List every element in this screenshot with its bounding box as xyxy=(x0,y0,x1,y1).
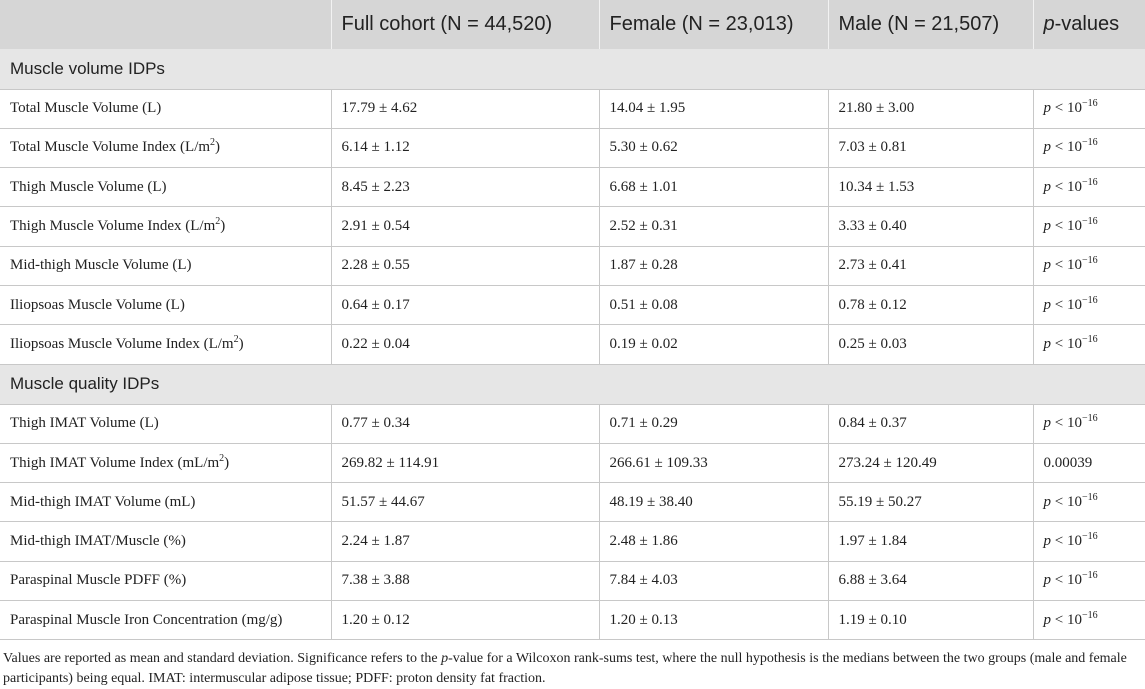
male-value: 1.19 ± 0.10 xyxy=(828,601,1033,640)
table-row xyxy=(0,443,1145,482)
row-label: Thigh IMAT Volume Index $(mL/m^2)$ xyxy=(0,443,331,482)
full-cohort-value: 0.77 ± 0.34 xyxy=(331,404,599,443)
male-value: 3.33 ± 0.40 xyxy=(828,207,1033,246)
header-male: Male (N = 21,507) xyxy=(828,0,1033,49)
p-value: $p < 10^{-16}$ xyxy=(1033,561,1145,600)
p-value: $p < 10^{-16}$ xyxy=(1033,285,1145,324)
full-cohort-value: 0.22 ± 0.04 xyxy=(331,325,599,364)
p-value: $p < 10^{-16}$ xyxy=(1033,522,1145,561)
table-body xyxy=(0,49,1145,640)
male-value: 1.97 ± 1.84 xyxy=(828,522,1033,561)
female-value: 1.87 ± 0.28 xyxy=(599,246,828,285)
table-row xyxy=(0,168,1145,207)
header-p-values: p-values xyxy=(1033,0,1145,49)
full-cohort-value: 269.82 ± 114.91 xyxy=(331,443,599,482)
p-value: $p < 10^{-16}$ xyxy=(1033,246,1145,285)
female-value: 266.61 ± 109.33 xyxy=(599,443,828,482)
table-row xyxy=(0,561,1145,600)
male-value: 0.84 ± 0.37 xyxy=(828,404,1033,443)
full-cohort-value: 8.45 ± 2.23 xyxy=(331,168,599,207)
female-value: 5.30 ± 0.62 xyxy=(599,128,828,167)
full-cohort-value: 7.38 ± 3.88 xyxy=(331,561,599,600)
full-cohort-value: 2.28 ± 0.55 xyxy=(331,246,599,285)
row-label: Total Muscle Volume (L) xyxy=(0,89,331,128)
section-header-row xyxy=(0,364,1145,404)
p-value: $p < 10^{-16}$ xyxy=(1033,325,1145,364)
table-row xyxy=(0,483,1145,522)
table-row xyxy=(0,404,1145,443)
table-footnote: Values are reported as mean and standard deviation. Significance refers to the p-value for a Wilcoxon rank-sums test, where the null hypothesis is the medians between the two groups (male and female participants) being equal. IMAT: intermuscular adipose tissue; PDFF: proton density fat fraction. xyxy=(3,651,1127,686)
female-value: 2.48 ± 1.86 xyxy=(599,522,828,561)
header-row xyxy=(0,0,1145,49)
full-cohort-value: 6.14 ± 1.12 xyxy=(331,128,599,167)
section-title: Muscle quality IDPs xyxy=(0,364,1145,404)
header-full-cohort: Full cohort (N = 44,520) xyxy=(331,0,599,49)
row-label: Total Muscle Volume Index $(L/m^2)$ xyxy=(0,128,331,167)
male-value: 6.88 ± 3.64 xyxy=(828,561,1033,600)
male-value: 0.25 ± 0.03 xyxy=(828,325,1033,364)
female-value: 14.04 ± 1.95 xyxy=(599,89,828,128)
row-label: Iliopsoas Muscle Volume Index $(L/m^2)$ xyxy=(0,325,331,364)
row-label: Thigh IMAT Volume (L) xyxy=(0,404,331,443)
table-row xyxy=(0,246,1145,285)
female-value: 1.20 ± 0.13 xyxy=(599,601,828,640)
section-title: Muscle volume IDPs xyxy=(0,49,1145,89)
female-value: 6.68 ± 1.01 xyxy=(599,168,828,207)
female-value: 2.52 ± 0.31 xyxy=(599,207,828,246)
female-value: 0.19 ± 0.02 xyxy=(599,325,828,364)
row-label: Thigh Muscle Volume (L) xyxy=(0,168,331,207)
p-value: $p < 10^{-16}$ xyxy=(1033,483,1145,522)
p-value: $p < 10^{-16}$ xyxy=(1033,207,1145,246)
table-row xyxy=(0,207,1145,246)
table-row xyxy=(0,325,1145,364)
table-row xyxy=(0,601,1145,640)
p-value: 0.00039 xyxy=(1033,443,1145,482)
full-cohort-value: 51.57 ± 44.67 xyxy=(331,483,599,522)
full-cohort-value: 17.79 ± 4.62 xyxy=(331,89,599,128)
row-label: Thigh Muscle Volume Index $(L/m^2)$ xyxy=(0,207,331,246)
male-value: 55.19 ± 50.27 xyxy=(828,483,1033,522)
table-row xyxy=(0,128,1145,167)
header-label-cell xyxy=(0,0,331,49)
male-value: 0.78 ± 0.12 xyxy=(828,285,1033,324)
full-cohort-value: 0.64 ± 0.17 xyxy=(331,285,599,324)
male-value: 21.80 ± 3.00 xyxy=(828,89,1033,128)
female-value: 48.19 ± 38.40 xyxy=(599,483,828,522)
p-value: $p < 10^{-16}$ xyxy=(1033,89,1145,128)
p-value: $p < 10^{-16}$ xyxy=(1033,168,1145,207)
p-value: $p < 10^{-16}$ xyxy=(1033,128,1145,167)
row-label: Mid-thigh IMAT/Muscle (%) xyxy=(0,522,331,561)
row-label: Mid-thigh IMAT Volume (mL) xyxy=(0,483,331,522)
female-value: 0.71 ± 0.29 xyxy=(599,404,828,443)
row-label: Paraspinal Muscle PDFF (%) xyxy=(0,561,331,600)
male-value: 2.73 ± 0.41 xyxy=(828,246,1033,285)
table-row xyxy=(0,89,1145,128)
female-value: 0.51 ± 0.08 xyxy=(599,285,828,324)
female-value: 7.84 ± 4.03 xyxy=(599,561,828,600)
table-row xyxy=(0,285,1145,324)
full-cohort-value: 2.24 ± 1.87 xyxy=(331,522,599,561)
row-label: Paraspinal Muscle Iron Concentration (mg/g) xyxy=(0,601,331,640)
p-value: $p < 10^{-16}$ xyxy=(1033,601,1145,640)
male-value: 273.24 ± 120.49 xyxy=(828,443,1033,482)
male-value: 10.34 ± 1.53 xyxy=(828,168,1033,207)
full-cohort-value: 2.91 ± 0.54 xyxy=(331,207,599,246)
section-header-row xyxy=(0,49,1145,89)
row-label: Iliopsoas Muscle Volume (L) xyxy=(0,285,331,324)
header-female: Female (N = 23,013) xyxy=(599,0,828,49)
full-cohort-value: 1.20 ± 0.12 xyxy=(331,601,599,640)
male-value: 7.03 ± 0.81 xyxy=(828,128,1033,167)
p-value: $p < 10^{-16}$ xyxy=(1033,404,1145,443)
table-row xyxy=(0,522,1145,561)
row-label: Mid-thigh Muscle Volume (L) xyxy=(0,246,331,285)
